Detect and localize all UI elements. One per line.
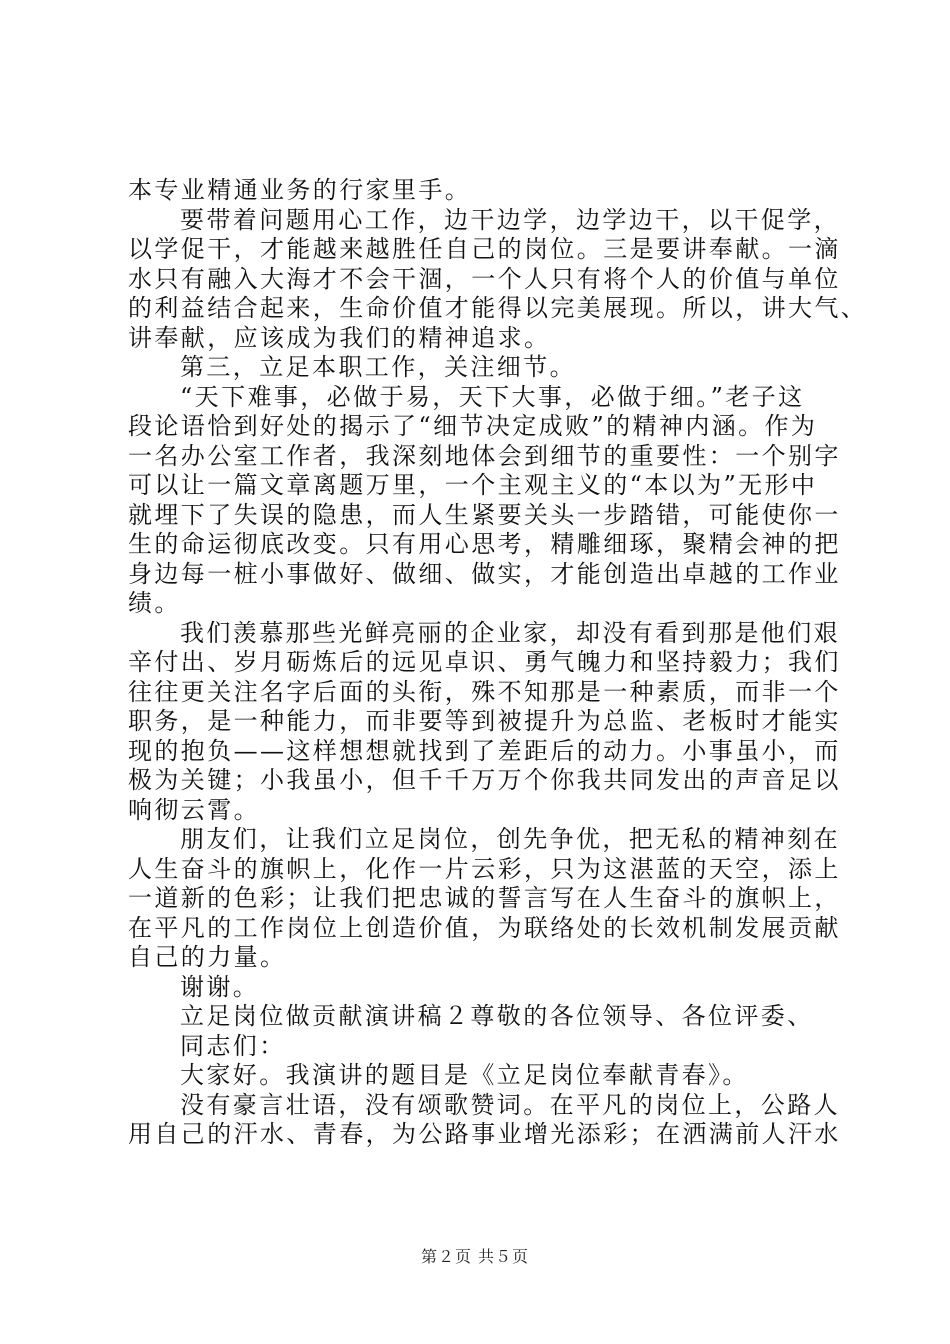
- text-line: 人生奋斗的旗帜上，化作一片云彩，只为这湛蓝的天空，添上: [128, 854, 841, 883]
- document-body: [128, 176, 868, 1150]
- text-line: 极为关键；小我虽小，但千千万万个你我共同发出的声音足以: [128, 766, 841, 794]
- text-line: 大家好。我演讲的题目是《立足岗位奉献青春》。: [180, 1061, 749, 1089]
- text-line: 自己的力量。: [128, 943, 287, 971]
- text-line: 没有豪言壮语，没有颂歌赞词。在平凡的岗位上，公路人: [180, 1090, 840, 1119]
- text-line: 一名办公室工作者，我深刻地体会到细节的重要性：一个别字: [128, 441, 841, 470]
- text-line: 就埋下了失误的隐患，而人生紧要关头一步踏错，可能使你一: [128, 500, 841, 529]
- text-line: 用自己的汗水、青春，为公路事业增光添彩；在洒满前人汗水: [128, 1120, 841, 1148]
- text-line: 辛付出、岁月砺炼后的远见卓识、勇气魄力和坚持毅力；我们: [128, 648, 841, 676]
- text-line: 朋友们，让我们立足岗位，创先争优，把无私的精神刻在: [180, 825, 840, 853]
- page-footer: 第２页 共５页: [420, 1247, 530, 1266]
- text-line: 本专业精通业务的行家里手。: [128, 176, 472, 204]
- text-line: 谢谢。: [180, 972, 260, 1001]
- text-line: 的利益结合起来，生命价值才能得以完美展现。所以，讲大气、: [128, 294, 868, 322]
- text-line: 水只有融入大海才不会干涸，一个人只有将个人的价值与单位: [128, 264, 841, 293]
- text-line: 在平凡的工作岗位上创造价值，为联络处的长效机制发展贡献: [128, 913, 841, 942]
- text-line: 要带着问题用心工作，边干边学，边学边干，以干促学，: [180, 205, 840, 234]
- text-line: 讲奉献，应该成为我们的精神追求。: [128, 323, 551, 352]
- text-line: 职务，是一种能力，而非要等到被提升为总监、老板时才能实: [128, 707, 841, 735]
- text-line: 以学促干，才能越来越胜任自己的岗位。三是要讲奉献。一滴: [128, 235, 841, 263]
- text-line: 往往更关注名字后面的头衔，殊不知那是一种素质，而非一个: [128, 677, 841, 706]
- text-line: 绩。: [128, 589, 181, 617]
- text-line: 段论语恰到好处的揭示了“细节决定成败”的精神内涵。作为: [128, 412, 818, 440]
- text-line: 第三，立足本职工作，关注细节。: [180, 353, 576, 381]
- text-line: 响彻云霄。: [128, 795, 260, 824]
- text-line: “天下难事，必做于易，天下大事，必做于细。”老子这: [180, 382, 805, 411]
- text-line: 可以让一篇文章离题万里，一个主观主义的“本以为”无形中: [128, 471, 818, 499]
- text-line: 同志们：: [180, 1031, 286, 1060]
- text-line: 生的命运彻底改变。只有用心思考，精雕细琢，聚精会神的把: [128, 530, 841, 558]
- text-line: 现的抱负——这样想想就找到了差距后的动力。小事虽小，而: [128, 736, 841, 765]
- text-line: 我们羡慕那些光鲜亮丽的企业家，却没有看到那是他们艰: [180, 618, 840, 647]
- text-line: 一道新的色彩；让我们把忠诚的誓言写在人生奋斗的旗帜上，: [128, 884, 841, 912]
- text-line: 立足岗位做贡献演讲稿２尊敬的各位领导、各位评委、: [180, 1002, 814, 1030]
- text-line: 身边每一桩小事做好、做细、做实，才能创造出卓越的工作业: [128, 559, 841, 588]
